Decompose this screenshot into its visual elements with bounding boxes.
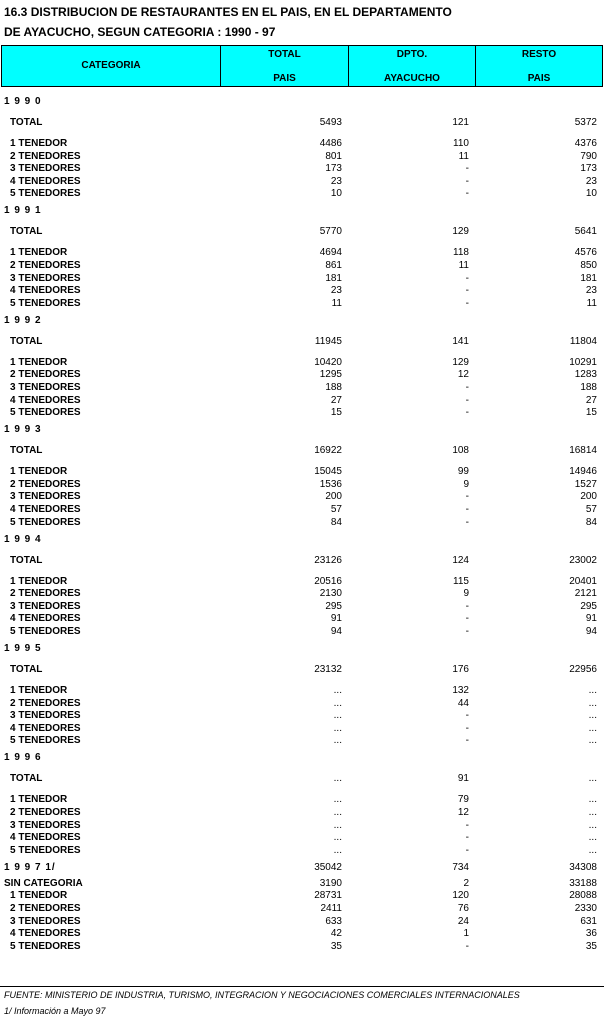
total-row (0, 226, 604, 238)
header-total-pais (221, 46, 348, 86)
ayacucho-cell: 24 (457, 916, 469, 927)
table-row (0, 176, 604, 188)
ayacucho-cell: 9 (463, 588, 469, 599)
row-label: 1 9 9 6 (4, 752, 42, 763)
total-pais-cell: 35 (330, 941, 342, 952)
table-row (0, 247, 604, 259)
table-title-line-2: DE AYACUCHO, SEGUN CATEGORIA : 1990 - 97 (4, 25, 276, 39)
table-row (0, 273, 604, 285)
resto-pais-cell: 10291 (569, 357, 597, 368)
row-label: 4 TENEDORES (10, 176, 81, 187)
table-row (0, 832, 604, 844)
resto-pais-cell: ... (588, 845, 597, 856)
ayacucho-cell: - (465, 504, 469, 515)
total-pais-cell: 57 (330, 504, 342, 515)
total-row (0, 336, 604, 348)
row-label: 5 TENEDORES (10, 735, 81, 746)
table-row (0, 163, 604, 175)
resto-pais-cell: ... (588, 773, 597, 784)
total-pais-cell: 23 (330, 176, 342, 187)
total-pais-cell: 84 (330, 517, 342, 528)
row-label: 4 TENEDORES (10, 395, 81, 406)
ayacucho-cell: - (465, 163, 469, 174)
ayacucho-cell: - (465, 845, 469, 856)
total-pais-cell: 15 (330, 407, 342, 418)
row-label: 2 TENEDORES (10, 479, 81, 490)
resto-pais-cell: 173 (580, 163, 597, 174)
header-total-label: TOTAL (268, 49, 301, 60)
ayacucho-cell: 79 (457, 794, 469, 805)
total-row (0, 555, 604, 567)
row-label: 1 9 9 1 (4, 205, 42, 216)
year-row (0, 643, 604, 655)
year-row (0, 424, 604, 436)
ayacucho-cell: 2 (463, 878, 469, 889)
table-row (0, 588, 604, 600)
ayacucho-cell: - (465, 735, 469, 746)
ayacucho-cell: 141 (452, 336, 469, 347)
row-label: TOTAL (10, 336, 43, 347)
ayacucho-cell: 44 (457, 698, 469, 709)
resto-pais-cell: 14946 (569, 466, 597, 477)
ayacucho-cell: 11 (458, 260, 469, 271)
resto-pais-cell: ... (588, 698, 597, 709)
header-resto-label: RESTO (521, 49, 557, 60)
resto-pais-cell: 790 (580, 151, 597, 162)
row-label: 3 TENEDORES (10, 916, 81, 927)
ayacucho-cell: - (465, 491, 469, 502)
total-pais-cell: 16922 (314, 445, 342, 456)
ayacucho-cell: - (465, 626, 469, 637)
resto-pais-cell: 27 (585, 395, 597, 406)
table-row (0, 698, 604, 710)
total-pais-cell: 2130 (319, 588, 342, 599)
table-row (0, 491, 604, 503)
total-pais-cell: 23126 (314, 555, 342, 566)
total-pais-cell: 4694 (319, 247, 342, 258)
row-label: 2 TENEDORES (10, 260, 81, 271)
ayacucho-cell: - (465, 273, 469, 284)
row-label: 1 TENEDOR (10, 247, 68, 258)
resto-pais-cell: 5372 (574, 117, 597, 128)
table-row (0, 395, 604, 407)
resto-pais-cell: 1283 (574, 369, 597, 380)
resto-pais-cell: 5641 (574, 226, 597, 237)
table-row (0, 466, 604, 478)
ayacucho-cell: 124 (452, 555, 469, 566)
total-pais-cell: ... (333, 773, 342, 784)
table-row (0, 357, 604, 369)
table-row (0, 820, 604, 832)
table-row (0, 723, 604, 735)
ayacucho-cell: - (465, 188, 469, 199)
row-label: 2 TENEDORES (10, 369, 81, 380)
date-footnote: 1/ Información a Mayo 97 (4, 1006, 106, 1016)
resto-pais-cell: 16814 (569, 445, 597, 456)
total-pais-cell: 91 (330, 613, 342, 624)
total-pais-cell: 633 (325, 916, 342, 927)
row-label: 4 TENEDORES (10, 504, 81, 515)
table-row (0, 369, 604, 381)
ayacucho-cell: 120 (452, 890, 469, 901)
total-pais-cell: 10 (330, 188, 342, 199)
resto-pais-cell: 28088 (569, 890, 597, 901)
resto-pais-cell: ... (588, 723, 597, 734)
table-row (0, 916, 604, 928)
ayacucho-cell: 11 (458, 151, 469, 162)
year-row (0, 534, 604, 546)
ayacucho-cell: 129 (452, 226, 469, 237)
table-row (0, 878, 604, 890)
total-pais-cell: 3190 (319, 878, 342, 889)
row-label: 5 TENEDORES (10, 845, 81, 856)
ayacucho-cell: - (465, 941, 469, 952)
total-pais-cell: 2411 (320, 903, 342, 914)
table-row (0, 941, 604, 953)
ayacucho-cell: 132 (452, 685, 469, 696)
header-categoria-label: CATEGORIA (81, 60, 141, 71)
resto-pais-cell: 2330 (574, 903, 597, 914)
resto-pais-cell: 36 (585, 928, 597, 939)
row-label: 3 TENEDORES (10, 163, 81, 174)
header-resto-pais-label: PAIS (527, 73, 551, 84)
row-label: 4 TENEDORES (10, 723, 81, 734)
total-pais-cell: 11945 (314, 336, 342, 347)
resto-pais-cell: 850 (580, 260, 597, 271)
resto-pais-cell: 2121 (574, 588, 597, 599)
resto-pais-cell: 57 (585, 504, 597, 515)
total-pais-cell: 23 (330, 285, 342, 296)
row-label: 5 TENEDORES (10, 298, 81, 309)
row-label: 3 TENEDORES (10, 273, 81, 284)
resto-pais-cell: ... (588, 735, 597, 746)
row-label: 4 TENEDORES (10, 285, 81, 296)
resto-pais-cell: 34308 (569, 862, 597, 873)
resto-pais-cell: 10 (585, 188, 597, 199)
resto-pais-cell: 23 (585, 176, 597, 187)
ayacucho-cell: - (465, 723, 469, 734)
row-label: TOTAL (10, 664, 43, 675)
total-pais-cell: 94 (330, 626, 342, 637)
total-pais-cell: ... (333, 723, 342, 734)
ayacucho-cell: 12 (457, 369, 469, 380)
table-row (0, 407, 604, 419)
row-label: 3 TENEDORES (10, 601, 81, 612)
ayacucho-cell: 108 (452, 445, 469, 456)
table-row (0, 735, 604, 747)
year-row (0, 96, 604, 108)
total-pais-cell: 35042 (314, 862, 342, 873)
total-pais-cell: ... (333, 710, 342, 721)
total-pais-cell: ... (333, 832, 342, 843)
total-pais-cell: 5493 (319, 117, 342, 128)
ayacucho-cell: - (465, 517, 469, 528)
total-pais-cell: 188 (325, 382, 342, 393)
ayacucho-cell: - (465, 395, 469, 406)
ayacucho-cell: 734 (452, 862, 469, 873)
resto-pais-cell: 4376 (574, 138, 597, 149)
ayacucho-cell: - (465, 832, 469, 843)
row-label: 2 TENEDORES (10, 807, 81, 818)
row-label: 1 9 9 7 1/ (4, 862, 56, 873)
resto-pais-cell: 84 (585, 517, 597, 528)
row-label: TOTAL (10, 117, 43, 128)
ayacucho-cell: - (465, 407, 469, 418)
total-pais-cell: ... (333, 735, 342, 746)
footer-divider (0, 986, 604, 987)
ayacucho-cell: - (465, 613, 469, 624)
row-label: TOTAL (10, 555, 43, 566)
table-row (0, 890, 604, 902)
row-label: 1 9 9 5 (4, 643, 42, 654)
resto-pais-cell: 631 (580, 916, 597, 927)
table-row (0, 504, 604, 516)
resto-pais-cell: ... (588, 807, 597, 818)
table-row (0, 613, 604, 625)
total-pais-cell: 801 (325, 151, 342, 162)
row-label: 1 TENEDOR (10, 685, 68, 696)
resto-pais-cell: 20401 (569, 576, 597, 587)
total-pais-cell: 173 (325, 163, 342, 174)
table-row (0, 710, 604, 722)
total-row (0, 445, 604, 457)
header-dpto-label: DPTO. (396, 49, 428, 60)
ayacucho-cell: - (465, 382, 469, 393)
ayacucho-cell: - (465, 820, 469, 831)
table-row (0, 807, 604, 819)
row-label: 1 TENEDOR (10, 138, 68, 149)
row-label: 5 TENEDORES (10, 517, 81, 528)
ayacucho-cell: 115 (453, 576, 469, 587)
year-row (0, 315, 604, 327)
header-dpto-ayacucho (349, 46, 475, 86)
resto-pais-cell: 295 (580, 601, 597, 612)
table-row (0, 928, 604, 940)
total-pais-cell: 295 (325, 601, 342, 612)
resto-pais-cell: 94 (585, 626, 597, 637)
year-row (0, 752, 604, 764)
total-pais-cell: 15045 (314, 466, 342, 477)
header-resto-pais (476, 46, 602, 86)
row-label: 2 TENEDORES (10, 151, 81, 162)
row-label: 4 TENEDORES (10, 928, 81, 939)
resto-pais-cell: ... (588, 794, 597, 805)
ayacucho-cell: 1 (463, 928, 469, 939)
row-label: 1 TENEDOR (10, 890, 68, 901)
total-pais-cell: 28731 (314, 890, 342, 901)
total-pais-cell: 4486 (319, 138, 342, 149)
resto-pais-cell: 15 (585, 407, 597, 418)
total-pais-cell: 181 (325, 273, 342, 284)
total-row (0, 773, 604, 785)
table-header (1, 45, 603, 87)
table-row (0, 382, 604, 394)
resto-pais-cell: ... (588, 685, 597, 696)
resto-pais-cell: ... (588, 710, 597, 721)
resto-pais-cell: 35 (585, 941, 597, 952)
row-label: 5 TENEDORES (10, 188, 81, 199)
total-pais-cell: ... (333, 845, 342, 856)
table-row (0, 576, 604, 588)
resto-pais-cell: 23002 (569, 555, 597, 566)
source-footnote: FUENTE: MINISTERIO DE INDUSTRIA, TURISMO, INTEGRACION Y NEGOCIACIONES COMERCIALES INTERNACIONALES (4, 990, 520, 1000)
ayacucho-cell: - (465, 710, 469, 721)
row-label: 2 TENEDORES (10, 903, 81, 914)
total-row (0, 117, 604, 129)
resto-pais-cell: 188 (580, 382, 597, 393)
row-label: 5 TENEDORES (10, 626, 81, 637)
resto-pais-cell: 33188 (569, 878, 597, 889)
header-pais-label: PAIS (273, 73, 296, 84)
header-categoria (2, 46, 220, 86)
total-pais-cell: 20516 (314, 576, 342, 587)
row-label: 1 9 9 2 (4, 315, 42, 326)
row-label: 5 TENEDORES (10, 941, 81, 952)
ayacucho-cell: 118 (453, 247, 469, 258)
total-pais-cell: 1536 (319, 479, 342, 490)
table-row (0, 298, 604, 310)
table-row (0, 685, 604, 697)
resto-pais-cell: 4576 (574, 247, 597, 258)
table-title-line-1: 16.3 DISTRIBUCION DE RESTAURANTES EN EL PAIS, EN EL DEPARTAMENTO (4, 5, 452, 19)
total-pais-cell: 11 (331, 298, 342, 309)
ayacucho-cell: 110 (453, 138, 469, 149)
total-pais-cell: 23132 (314, 664, 342, 675)
total-pais-cell: 200 (325, 491, 342, 502)
table-row (0, 845, 604, 857)
ayacucho-cell: 9 (463, 479, 469, 490)
table-row (0, 285, 604, 297)
ayacucho-cell: 121 (452, 117, 469, 128)
resto-pais-cell: 11 (586, 298, 597, 309)
row-label: 5 TENEDORES (10, 407, 81, 418)
resto-pais-cell: 22956 (569, 664, 597, 675)
ayacucho-cell: 91 (457, 773, 469, 784)
resto-pais-cell: ... (588, 820, 597, 831)
row-label: 2 TENEDORES (10, 588, 81, 599)
total-pais-cell: 1295 (319, 369, 342, 380)
total-row (0, 664, 604, 676)
table-row (0, 479, 604, 491)
table-row (0, 188, 604, 200)
table-row (0, 517, 604, 529)
resto-pais-cell: 23 (585, 285, 597, 296)
total-pais-cell: ... (333, 794, 342, 805)
row-label: 1 9 9 4 (4, 534, 42, 545)
total-pais-cell: ... (333, 820, 342, 831)
table-row (0, 151, 604, 163)
resto-pais-cell: 91 (585, 613, 597, 624)
ayacucho-cell: 76 (457, 903, 469, 914)
resto-pais-cell: 11804 (569, 336, 597, 347)
row-label: 3 TENEDORES (10, 491, 81, 502)
row-label: TOTAL (10, 226, 43, 237)
row-label: 1 TENEDOR (10, 576, 68, 587)
row-label: 1 TENEDOR (10, 466, 68, 477)
row-label: 2 TENEDORES (10, 698, 81, 709)
total-pais-cell: ... (333, 698, 342, 709)
total-pais-cell: ... (333, 807, 342, 818)
total-pais-cell: 10420 (314, 357, 342, 368)
table-row (0, 626, 604, 638)
year-row (0, 862, 604, 874)
ayacucho-cell: 99 (457, 466, 469, 477)
row-label: 3 TENEDORES (10, 820, 81, 831)
total-pais-cell: 27 (330, 395, 342, 406)
ayacucho-cell: 129 (452, 357, 469, 368)
row-label: 1 9 9 3 (4, 424, 42, 435)
ayacucho-cell: 12 (457, 807, 469, 818)
total-pais-cell: ... (333, 685, 342, 696)
row-label: 1 9 9 0 (4, 96, 42, 107)
ayacucho-cell: - (465, 601, 469, 612)
ayacucho-cell: - (465, 176, 469, 187)
ayacucho-cell: - (465, 298, 469, 309)
table-row (0, 794, 604, 806)
ayacucho-cell: 176 (452, 664, 469, 675)
row-label: 3 TENEDORES (10, 710, 81, 721)
total-pais-cell: 861 (325, 260, 342, 271)
resto-pais-cell: 200 (580, 491, 597, 502)
year-row (0, 205, 604, 217)
row-label: 1 TENEDOR (10, 357, 68, 368)
ayacucho-cell: - (465, 285, 469, 296)
resto-pais-cell: 1527 (574, 479, 597, 490)
total-pais-cell: 42 (330, 928, 342, 939)
row-label: 3 TENEDORES (10, 382, 81, 393)
row-label: 1 TENEDOR (10, 794, 68, 805)
row-label: 4 TENEDORES (10, 832, 81, 843)
table-row (0, 903, 604, 915)
table-row (0, 260, 604, 272)
row-label: TOTAL (10, 773, 43, 784)
row-label: 4 TENEDORES (10, 613, 81, 624)
row-label: SIN CATEGORIA (4, 878, 83, 889)
table-row (0, 138, 604, 150)
row-label: TOTAL (10, 445, 43, 456)
total-pais-cell: 5770 (319, 226, 342, 237)
header-ayacucho-label: AYACUCHO (384, 73, 440, 84)
table-row (0, 601, 604, 613)
resto-pais-cell: ... (588, 832, 597, 843)
resto-pais-cell: 181 (580, 273, 597, 284)
